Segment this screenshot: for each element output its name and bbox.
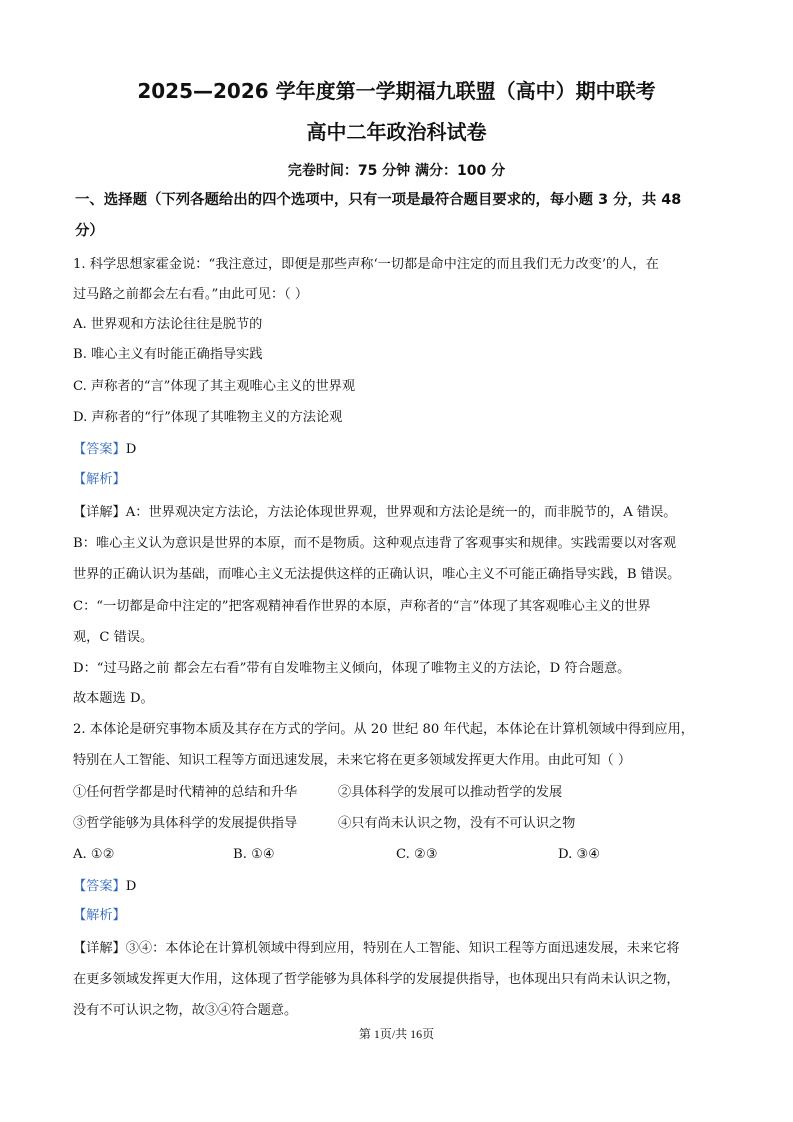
q1-detail-line: C：“一切都是命中注定的”把客观精神看作世界的本原，声称者的“言”体现了其客观唯心主义的世界	[73, 599, 651, 614]
q1-stem: 1. 科学思想家霍金说：“我注意过，即便是那些声称‘一切都是命中注定的而且我们无力改变’的人，在	[73, 257, 659, 272]
q2-option-a: A. ①②	[73, 847, 115, 862]
q2-item-3: ③哲学能够为具体科学的发展提供指导	[73, 816, 298, 831]
answer-tag: 【答案】	[73, 442, 126, 457]
q1-option-b: B. 唯心主义有时能正确指导实践	[73, 347, 263, 362]
q1-stem-cont: 过马路之前都会左右看。”由此可见：（ ）	[73, 287, 309, 302]
q2-item-4: ④只有尚未认识之物，没有不可认识之物	[338, 816, 576, 831]
detail-tag: 【详解】	[73, 941, 126, 956]
q1-detail-line: 世界的正确认识为基础，而唯心主义无法提供这样的正确认识，唯心主义不可能正确指导实践，B 错误。	[73, 567, 681, 582]
section-heading-cont: 分）	[75, 223, 104, 239]
answer-value: D	[125, 879, 137, 894]
q1-detail-line: 观，C 错误。	[73, 630, 154, 645]
page-number: 第 1页/共 16页	[358, 1027, 435, 1041]
q2-stem: 2. 本体论是研究事物本质及其存在方式的学问。从 20 世纪 80 年代起，本体论在计算机领域中得到应用，	[73, 722, 694, 737]
q2-item-1: ①任何哲学都是时代精神的总结和升华	[73, 785, 298, 800]
q1-option-c: C. 声称者的“言”体现了其主观唯心主义的世界观	[73, 379, 356, 394]
q1-analysis-tag: 【解析】	[73, 472, 126, 487]
exam-subtitle: 高中二年政治科试卷	[306, 120, 487, 144]
q2-detail-line: 在更多领域发挥更大作用，这体现了哲学能够为具体科学的发展提供指导，也体现出只有尚未认识之物，	[73, 972, 680, 987]
q1-detail	[73, 503, 677, 523]
q2-stem-cont: 特别在人工智能、知识工程等方面迅速发展，未来它将在更多领域发挥更大作用。由此可知（ ）	[73, 753, 632, 768]
section-heading: 一、选择题（下列各题给出的四个选项中，只有一项是最符合题目要求的，每小题 3 分，共 48	[75, 192, 682, 208]
q1-conclusion: 故本题选 D。	[73, 691, 154, 706]
q2-option-d: D. ③④	[558, 847, 601, 862]
q1-detail-line: D：“过马路之前 都会左右看”带有自发唯物主义倾向，体现了唯物主义的方法论，D 符合题意。	[73, 661, 631, 676]
q1-detail-line: B：唯心主义认为意识是世界的本原，而不是物质。这种观点违背了客观事实和规律。实践需要以对客观	[73, 536, 677, 551]
exam-meta: 完卷时间：75 分钟 满分：100 分	[287, 163, 506, 179]
answer-value: D	[125, 442, 137, 457]
q2-option-b: B. ①④	[233, 847, 275, 862]
exam-title: 2025—2026 学年度第一学期福九联盟（高中）期中联考	[137, 79, 656, 103]
q2-detail	[73, 939, 680, 959]
q2-analysis-tag: 【解析】	[73, 908, 126, 923]
detail-tag: 【详解】	[73, 505, 126, 520]
detail-text: ③④：本体论在计算机领域中得到应用，特别在人工智能、知识工程等方面迅速发展，未来它将	[125, 941, 680, 956]
q2-answer	[73, 877, 136, 897]
q2-option-c: C. ②③	[396, 847, 438, 862]
answer-tag: 【答案】	[73, 879, 126, 894]
q2-detail-line: 没有不可认识之物，故③④符合题意。	[73, 1003, 298, 1018]
q1-answer	[73, 440, 136, 460]
q2-item-2: ②具体科学的发展可以推动哲学的发展	[338, 785, 563, 800]
q1-option-d: D. 声称者的“行”体现了其唯物主义的方法论观	[73, 410, 343, 425]
q1-option-a: A. 世界观和方法论往往是脱节的	[73, 317, 263, 332]
detail-text: A：世界观决定方法论，方法论体现世界观，世界观和方法论是统一的，而非脱节的，A 错误。	[125, 505, 677, 520]
